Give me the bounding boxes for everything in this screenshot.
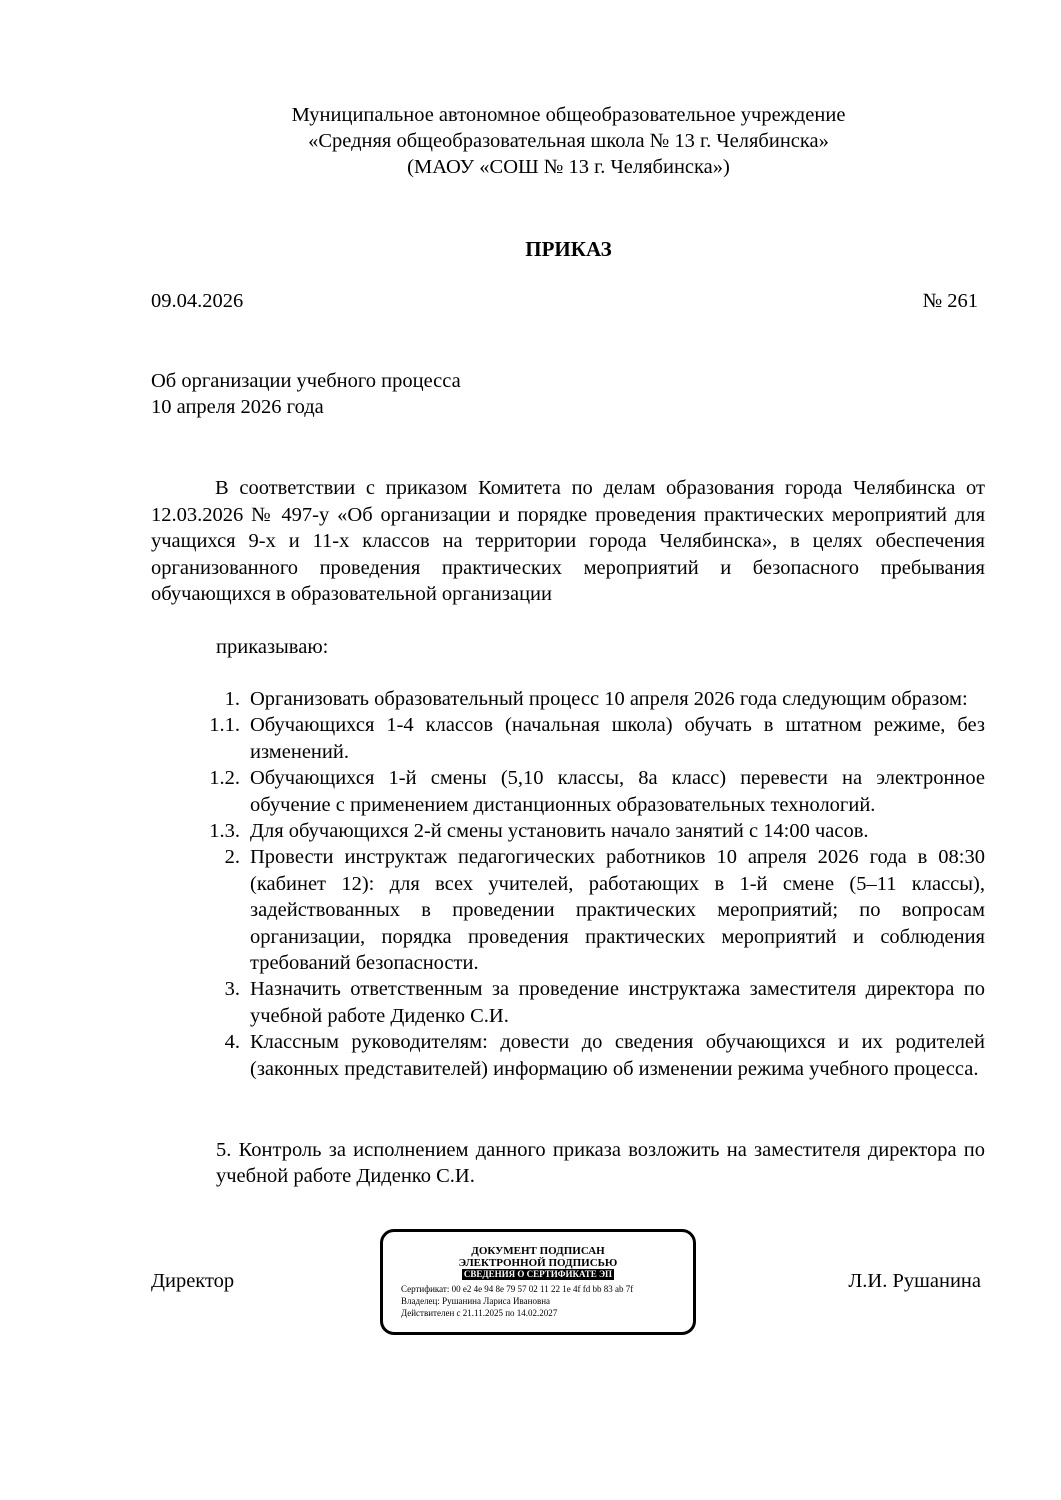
item-text: Провести инструктаж педагогических работников 10 апреля 2026 года в 08:30 (кабинет 12): для всех учителей, работающих в 1-й смене (5–11 классы), задействованных в проведении практических мероприятий; по вопросам организации, порядка проведения практических мероприятий и соблюдения требований безопасности. xyxy=(250,846,985,975)
list-item xyxy=(200,765,985,818)
item-number: 1.3. xyxy=(209,820,240,843)
stamp-heading-line: ДОКУМЕНТ ПОДПИСАН xyxy=(471,1245,605,1257)
stamp-heading xyxy=(383,1245,693,1269)
preamble-paragraph: В соответствии с приказом Комитета по делам образования города Челябинска от 12.03.2026 № 497-у «Об организации и порядке проведения практических мероприятий для учащихся 9-х и 11-х классов на территории города Челябинска», в целях обеспечения организованного проведения практических мероприятий и безопасного пребывания обучающихся в образовательной организации xyxy=(151,477,985,605)
item-number: 1.1. xyxy=(209,714,240,737)
item-number: 3. xyxy=(224,978,240,1001)
list-item xyxy=(200,712,985,765)
control-clause: 5. Контроль за исполнением данного приказа возложить на заместителя директора по учебной работе Диденко С.И. xyxy=(216,1139,985,1188)
list-item xyxy=(200,686,985,712)
list-item xyxy=(200,1029,985,1082)
document-subject xyxy=(151,368,461,420)
signer-name: Л.И. Рушанина xyxy=(848,1270,981,1292)
stamp-validity: Действителен с 21.11.2025 по 14.02.2027 xyxy=(401,1308,558,1318)
stamp-certificate-bar xyxy=(383,1269,693,1280)
stamp-certificate-bar-text: СВЕДЕНИЯ О СЕРТИФИКАТЕ ЭП xyxy=(463,1269,613,1279)
item-text: Обучающихся 1-4 классов (начальная школа) обучать в штатном режиме, без изменений. xyxy=(250,714,985,763)
item-number: 2. xyxy=(224,846,240,869)
item-number: 1.2. xyxy=(209,767,240,790)
order-items-list xyxy=(200,686,985,1082)
item-text: Обучающихся 1-й смены (5,10 классы, 8а класс) перевести на электронное обучение с применением дистанционных образовательных технологий. xyxy=(250,767,985,816)
subject-line: Об организации учебного процесса xyxy=(151,370,461,392)
stamp-certificate: Сертификат: 00 e2 4e 94 8e 79 57 02 11 22 1e 4f fd bb 83 ab 7f xyxy=(401,1284,634,1294)
organization-header xyxy=(0,102,1061,180)
order-word: приказываю: xyxy=(216,636,329,658)
stamp-heading-line: ЭЛЕКТРОННОЙ ПОДПИСЬЮ xyxy=(458,1257,618,1269)
electronic-signature-stamp xyxy=(380,1229,696,1335)
item-text: Для обучающихся 2-й смены установить начало занятий с 14:00 часов. xyxy=(250,820,869,843)
list-item xyxy=(200,844,985,976)
signer-position: Директор xyxy=(151,1270,235,1292)
item-number: 4. xyxy=(224,1031,240,1054)
item-text: Организовать образовательный процесс 10 апреля 2026 года следующим образом: xyxy=(250,688,968,710)
header-line: (МАОУ «СОШ № 13 г. Челябинска») xyxy=(407,156,730,178)
item-text: Классным руководителям: довести до сведения обучающихся и их родителей (законных представителей) информацию об изменении режима учебного процесса. xyxy=(250,1031,985,1080)
document-number: № 261 xyxy=(922,290,978,312)
item-number: 1. xyxy=(224,688,240,710)
document-title: ПРИКАЗ xyxy=(525,237,612,261)
stamp-owner: Владелец: Рушанина Лариса Ивановна xyxy=(401,1296,551,1306)
header-line: «Средняя общеобразовательная школа № 13 г. Челябинска» xyxy=(308,130,829,152)
document-date: 09.04.2026 xyxy=(151,290,244,312)
list-item xyxy=(200,976,985,1029)
list-item xyxy=(200,818,985,844)
item-text: Назначить ответственным за проведение инструктажа заместителя директора по учебной работе Диденко С.И. xyxy=(250,978,985,1027)
header-line: Муниципальное автономное общеобразовательное учреждение xyxy=(291,104,846,126)
subject-line: 10 апреля 2026 года xyxy=(151,396,324,418)
